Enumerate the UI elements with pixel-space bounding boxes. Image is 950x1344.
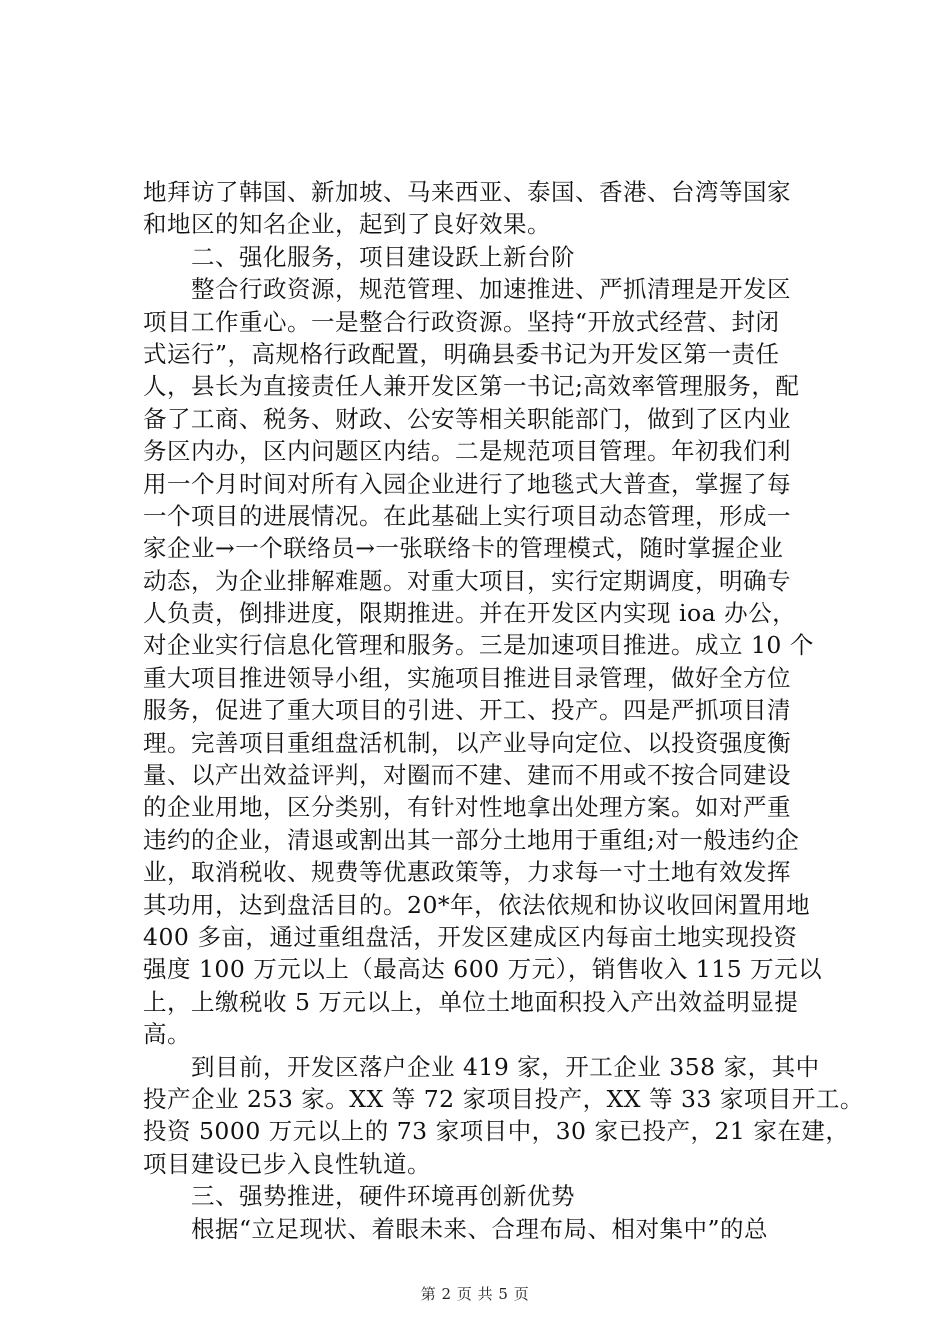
text-line: 动态，为企业排解难题。对重大项目，实行定期调度，明确专 <box>143 566 791 595</box>
section-heading: 二、强化服务，项目建设跃上新台阶 <box>143 242 575 271</box>
text-line: 理。完善项目重组盘活机制，以产业导向定位、以投资强度衡 <box>143 728 791 757</box>
text-line: 对企业实行信息化管理和服务。三是加速项目推进。成立 10 个 <box>143 631 814 660</box>
text-line: 到目前，开发区落户企业 419 家，开工企业 358 家，其中 <box>143 1052 820 1081</box>
text-line: 量、以产出效益评判，对圈而不建、建而不用或不按合同建设 <box>143 761 791 790</box>
text-line: 项目建设已步入良性轨道。 <box>143 1149 431 1178</box>
section-heading: 三、强势推进，硬件环境再创新优势 <box>143 1182 575 1211</box>
text-line: 400 多亩，通过重组盘活，开发区建成区内每亩土地实现投资 <box>143 922 798 951</box>
text-line: 业，取消税收、规费等优惠政策等，力求每一寸土地有效发挥 <box>143 858 791 887</box>
text-line: 根据“立足现状、着眼未来、合理布局、相对集中”的总 <box>143 1214 769 1243</box>
document-body <box>143 176 864 1245</box>
text-line: 投产企业 253 家。XX 等 72 家项目投产，XX 等 33 家项目开工。 <box>143 1084 864 1113</box>
text-line: 务区内办，区内问题区内结。二是规范项目管理。年初我们利 <box>143 437 791 466</box>
text-line: 家企业→一个联络员→一张联络卡的管理模式，随时掌握企业 <box>143 534 784 563</box>
text-line: 高。 <box>143 1020 191 1049</box>
text-line: 人负责，倒排进度，限期推进。并在开发区内实现 ioa 办公， <box>143 599 797 628</box>
text-line: 地拜访了韩国、新加坡、马来西亚、泰国、香港、台湾等国家 <box>143 178 791 206</box>
text-line: 重大项目推进领导小组，实施项目推进目录管理，做好全方位 <box>143 663 791 692</box>
text-line: 人，县长为直接责任人兼开发区第一书记;高效率管理服务，配 <box>143 372 800 401</box>
page-number-footer: 第 2 页 共 5 页 <box>420 1285 530 1303</box>
text-line: 违约的企业，清退或割出其一部分土地用于重组;对一般违约企 <box>143 825 800 854</box>
text-line: 的企业用地，区分类别，有针对性地拿出处理方案。如对严重 <box>143 793 791 822</box>
text-line: 项目工作重心。一是整合行政资源。坚持“开放式经营、封闭 <box>143 307 780 336</box>
text-line: 强度 100 万元以上（最高达 600 万元），销售收入 115 万元以 <box>143 955 823 984</box>
text-line: 用一个月时间对所有入园企业进行了地毯式大普查，掌握了每 <box>143 469 791 498</box>
text-line: 式运行”，高规格行政配置，明确县委书记为开发区第一责任 <box>143 339 780 368</box>
text-line: 投资 5000 万元以上的 73 家项目中，30 家已投产，21 家在建， <box>143 1117 850 1146</box>
text-line: 整合行政资源，规范管理、加速推进、严抓清理是开发区 <box>143 275 791 304</box>
text-line: 一个项目的进展情况。在此基础上实行项目动态管理，形成一 <box>143 501 791 530</box>
text-line: 上，上缴税收 5 万元以上，单位土地面积投入产出效益明显提 <box>143 987 799 1016</box>
text-line: 服务，促进了重大项目的引进、开工、投产。四是严抓项目清 <box>143 696 791 725</box>
text-line: 其功用，达到盘活目的。20*年，依法依规和协议收回闲置用地 <box>143 890 811 919</box>
text-line: 备了工商、税务、财政、公安等相关职能部门，做到了区内业 <box>143 404 791 433</box>
text-line: 和地区的知名企业，起到了良好效果。 <box>143 210 551 239</box>
